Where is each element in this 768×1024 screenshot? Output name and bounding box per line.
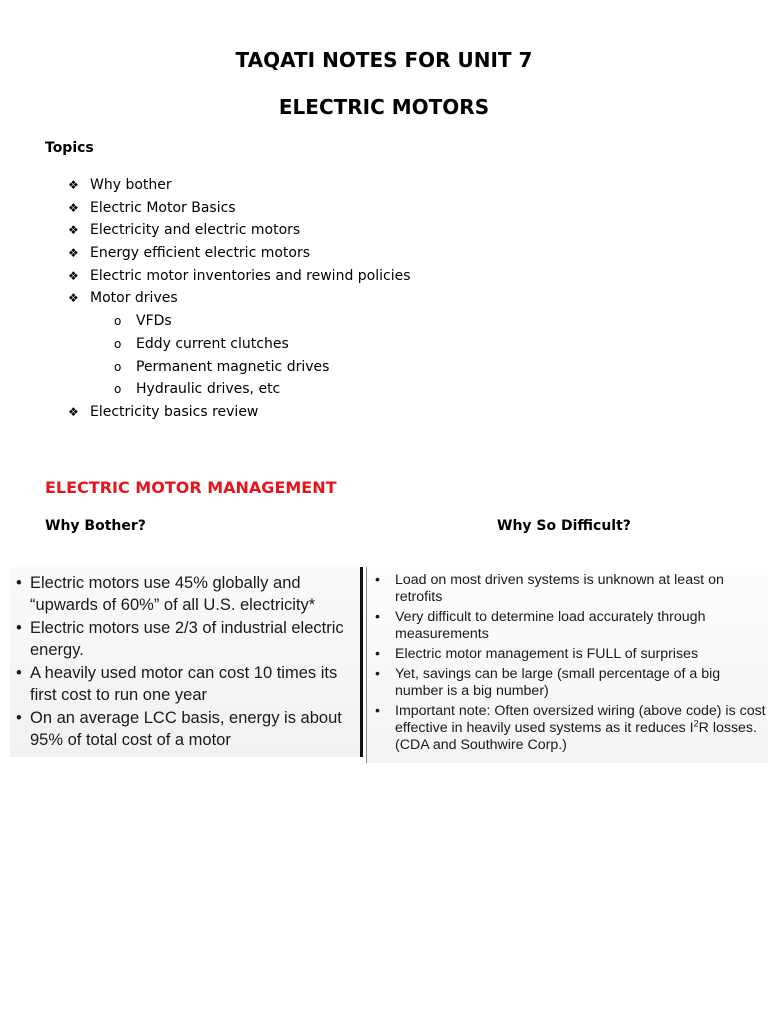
bullet-icon: • xyxy=(375,666,380,682)
list-item: • On an average LCC basis, energy is about 95% of total cost of a motor xyxy=(16,709,342,749)
bullet-icon: • xyxy=(16,664,22,682)
sub-list-item: o Permanent magnetic drives xyxy=(68,356,411,379)
bullet-icon: • xyxy=(375,609,380,625)
diamond-bullet-icon: ❖ xyxy=(68,246,79,261)
diamond-bullet-icon: ❖ xyxy=(68,404,79,419)
circle-bullet-icon: o xyxy=(114,382,122,397)
diamond-bullet-icon: ❖ xyxy=(68,200,79,215)
bullet-icon: • xyxy=(375,646,380,662)
bullet-icon: • xyxy=(16,574,22,592)
list-item: • Very difficult to determine load accurately through measurements xyxy=(375,609,706,642)
sub-list-item: o Eddy current clutches xyxy=(68,333,411,356)
bullet-icon: • xyxy=(375,572,380,588)
diamond-bullet-icon: ❖ xyxy=(68,291,79,306)
panel-divider xyxy=(360,567,363,757)
bullet-icon: • xyxy=(375,703,380,719)
sub-list-item: o VFDs xyxy=(68,310,411,333)
why-difficult-panel xyxy=(367,567,768,763)
list-item: • Load on most driven systems is unknown at least on retrofits xyxy=(375,572,724,605)
list-item: • Important note: Often oversized wiring (above code) is cost effective in heavily used systems as it reduces $I^2R$ losses. (CDA and Southwire Corp.) xyxy=(375,703,766,753)
circle-bullet-icon: o xyxy=(114,314,122,329)
list-item: • Electric motor management is FULL of surprises xyxy=(375,646,699,662)
list-item: ❖ Motor drives xyxy=(68,287,411,310)
document-title: TAQATI NOTES FOR UNIT 7 xyxy=(235,48,533,72)
list-item: ❖ Electricity basics review xyxy=(68,401,411,424)
bullet-icon: • xyxy=(16,619,22,637)
why-bother-list xyxy=(16,572,362,752)
list-item: ❖ Electric Motor Basics xyxy=(68,197,411,220)
list-item: ❖ Why bother xyxy=(68,174,411,197)
circle-bullet-icon: o xyxy=(114,359,122,374)
sub-list-item: o Hydraulic drives, etc xyxy=(68,378,411,401)
section-heading: ELECTRIC MOTOR MANAGEMENT xyxy=(45,478,337,497)
list-item: • Electric motors use 45% globally and “upwards of 60%” of all U.S. electricity* xyxy=(16,574,316,614)
list-item: • A heavily used motor can cost 10 times its first cost to run one year xyxy=(16,664,338,704)
topics-heading: Topics xyxy=(45,140,94,156)
diamond-bullet-icon: ❖ xyxy=(68,268,79,283)
why-bother-panel xyxy=(10,567,362,757)
list-item: ❖ Electric motor inventories and rewind policies xyxy=(68,265,411,288)
list-item: • Electric motors use 2/3 of industrial electric energy. xyxy=(16,619,344,659)
list-item: ❖ Electricity and electric motors xyxy=(68,219,411,242)
topics-list xyxy=(68,174,411,424)
bullet-icon: • xyxy=(16,709,22,727)
diamond-bullet-icon: ❖ xyxy=(68,223,79,238)
list-item: ❖ Energy efficient electric motors xyxy=(68,242,411,265)
list-item: • Yet, savings can be large (small percentage of a big number is a big number) xyxy=(375,666,721,699)
why-bother-heading: Why Bother? xyxy=(45,518,146,534)
why-difficult-heading: Why So Difficult? xyxy=(497,518,631,534)
document-subtitle: ELECTRIC MOTORS xyxy=(278,95,490,119)
circle-bullet-icon: o xyxy=(114,336,122,351)
why-difficult-list xyxy=(375,572,767,757)
diamond-bullet-icon: ❖ xyxy=(68,178,79,192)
